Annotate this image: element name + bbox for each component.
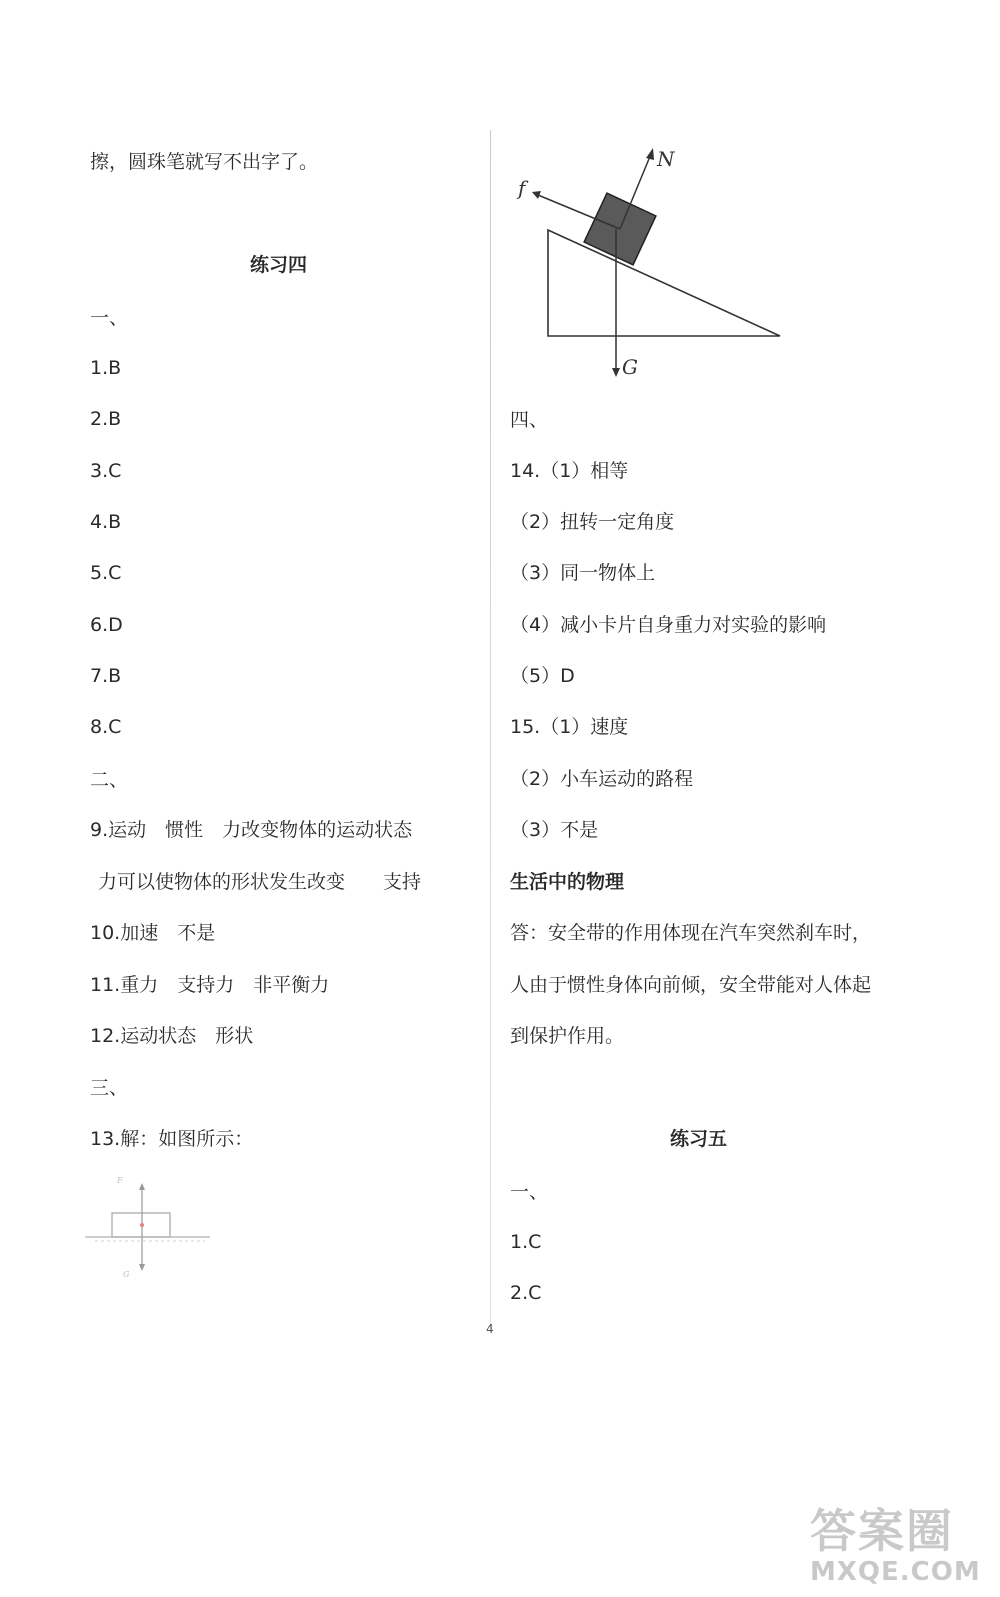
answer-ex5-1: 1.C bbox=[510, 1231, 542, 1253]
answer-3: 3.C bbox=[90, 460, 122, 482]
life-answer-line1: 答：安全带的作用体现在汽车突然刹车时， bbox=[510, 922, 872, 944]
column-divider bbox=[490, 130, 491, 1330]
part-2-heading: 二、 bbox=[90, 769, 129, 791]
answer-15-3: （3）不是 bbox=[510, 819, 599, 841]
svg-text:F: F bbox=[117, 1176, 123, 1185]
answer-14-2: （2）扭转一定角度 bbox=[510, 511, 675, 533]
watermark-text: 答案圈 bbox=[810, 1504, 954, 1558]
part-1-heading-ex5: 一、 bbox=[510, 1181, 549, 1203]
answer-6: 6.D bbox=[90, 614, 123, 636]
watermark-url: MXQE.COM bbox=[810, 1557, 981, 1587]
answer-4: 4.B bbox=[90, 511, 122, 533]
incline-force-diagram bbox=[505, 140, 795, 385]
section-title-exercise-5: 练习五 bbox=[670, 1128, 728, 1150]
part-1-heading: 一、 bbox=[90, 307, 129, 329]
life-answer-line2: 人由于惯性身体向前倾，安全带能对人体起 bbox=[510, 974, 872, 996]
answer-9-line1: 9.运动 惯性 力改变物体的运动状态 bbox=[90, 819, 413, 841]
answer-14-5: （5）D bbox=[510, 665, 575, 687]
gravity-label: G bbox=[622, 355, 638, 379]
block-force-diagram bbox=[85, 1175, 215, 1285]
answer-ex5-2: 2.C bbox=[510, 1282, 542, 1304]
part-4-heading: 四、 bbox=[510, 409, 549, 431]
friction-label: f bbox=[518, 176, 526, 200]
answer-2: 2.B bbox=[90, 408, 122, 430]
answer-10: 10.加速 不是 bbox=[90, 922, 216, 944]
part-3-heading: 三、 bbox=[90, 1077, 129, 1099]
answer-14-4: （4）减小卡片自身重力对实验的影响 bbox=[510, 614, 827, 636]
answer-15-1: 15.（1）速度 bbox=[510, 716, 629, 738]
answer-14-3: （3）同一物体上 bbox=[510, 562, 656, 584]
answer-7: 7.B bbox=[90, 665, 122, 687]
page-number: 4 bbox=[486, 1322, 494, 1336]
svg-text:G: G bbox=[123, 1270, 130, 1279]
watermark-logo bbox=[810, 1495, 981, 1587]
answer-13: 13.解：如图所示： bbox=[90, 1128, 254, 1150]
answer-15-2: （2）小车运动的路程 bbox=[510, 768, 694, 790]
answer-8: 8.C bbox=[90, 716, 122, 738]
answer-11: 11.重力 支持力 非平衡力 bbox=[90, 974, 330, 996]
section-title-exercise-4: 练习四 bbox=[250, 254, 308, 276]
answer-12: 12.运动状态 形状 bbox=[90, 1025, 254, 1047]
answer-5: 5.C bbox=[90, 562, 122, 584]
life-physics-heading: 生活中的物理 bbox=[510, 871, 625, 893]
normal-force-label: N bbox=[657, 147, 675, 171]
answer-1: 1.B bbox=[90, 357, 122, 379]
life-answer-line3: 到保护作用。 bbox=[510, 1025, 625, 1047]
answer-14-1: 14.（1）相等 bbox=[510, 460, 629, 482]
continued-text: 擦，圆珠笔就写不出字了。 bbox=[90, 151, 319, 173]
answer-9-line2: 力可以使物体的形状发生改变 支持 bbox=[98, 871, 422, 893]
